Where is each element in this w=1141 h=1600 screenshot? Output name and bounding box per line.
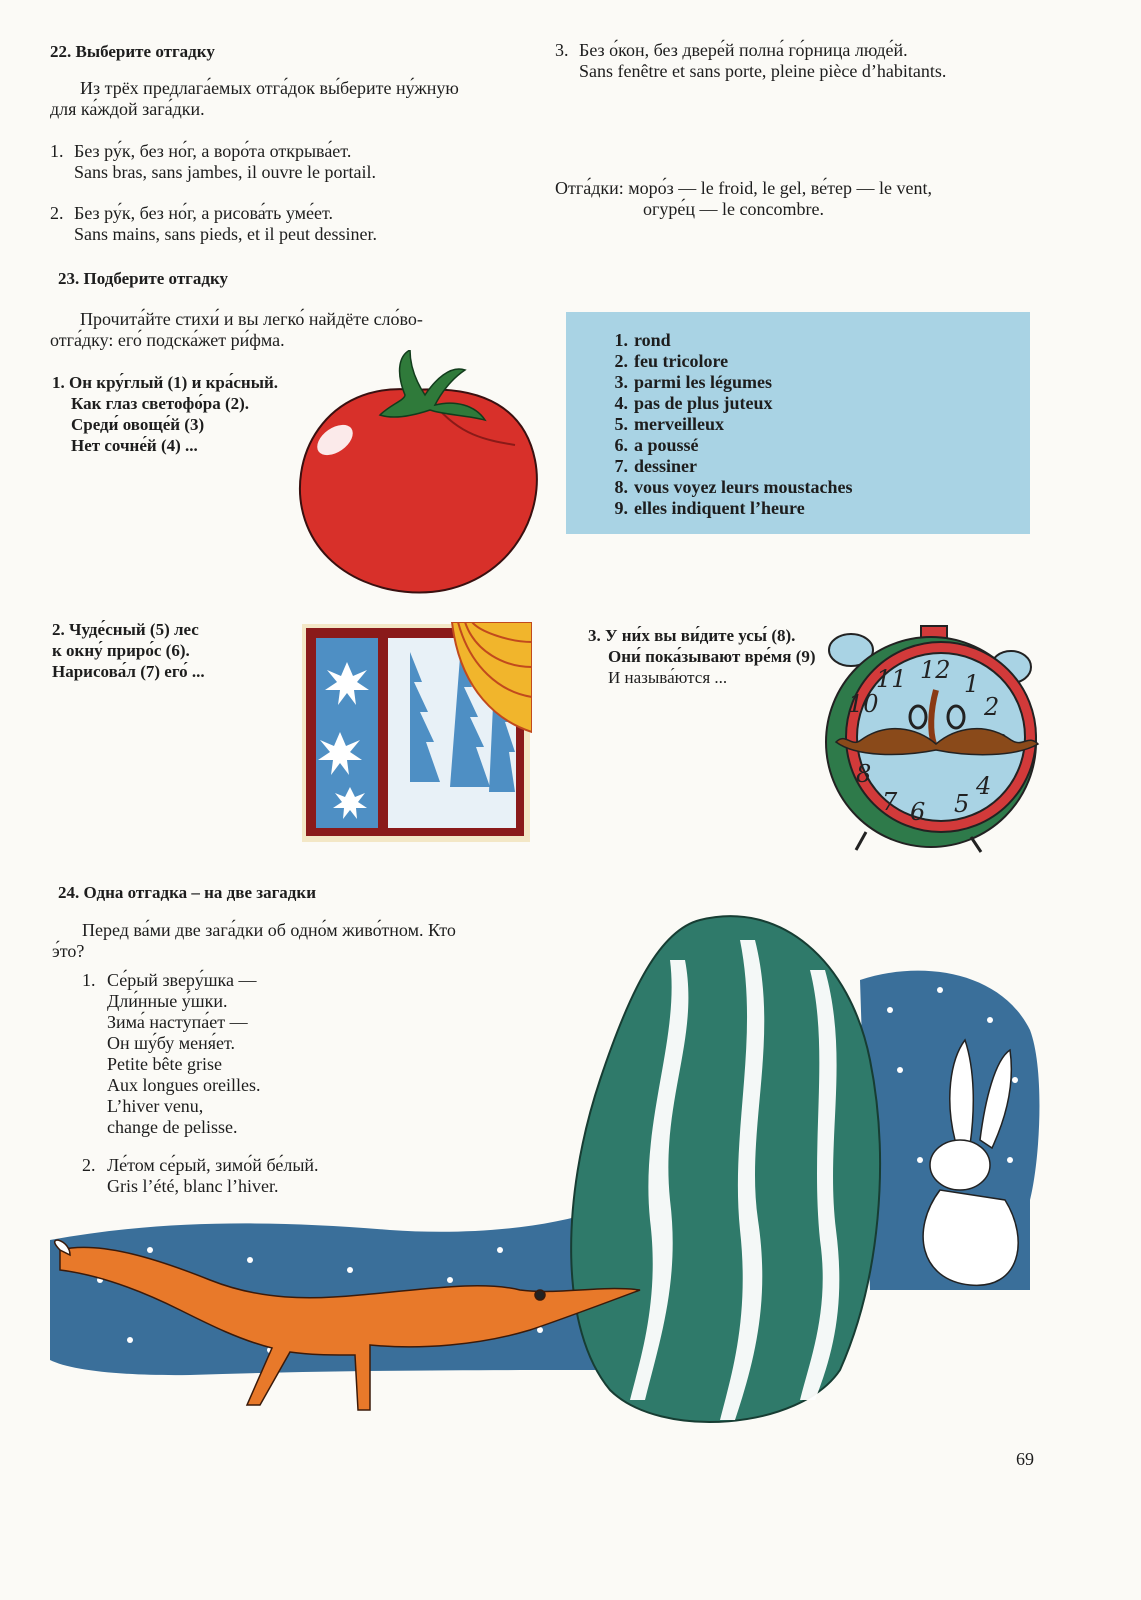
glossary-item	[602, 372, 853, 393]
poem-line: Они́ пока́зывают вре́мя (9)	[608, 647, 816, 666]
clock-numeral: 1	[964, 670, 980, 698]
glossary-box	[566, 312, 1030, 534]
riddle-line: Gris l’été, blanc l’hiver.	[107, 1176, 279, 1196]
ex22-instruction	[50, 78, 540, 120]
riddle-ru: Без ру́к, без но́г, а рисова́ть уме́ет.	[74, 203, 334, 223]
poem-line: Нет сочне́й (4) ...	[71, 436, 198, 455]
glossary-text: feu tricolore	[634, 351, 729, 371]
riddle-line: Ле́том се́рый, зимо́й бе́лый.	[107, 1155, 319, 1175]
ex22-instruction-line1: Из трёх предлага́емых отга́док вы́берите ну́жную	[80, 78, 459, 98]
clock-numeral: 2	[984, 693, 1000, 721]
poem-line: Как глаз светофо́ра (2).	[71, 394, 250, 413]
riddle-number: 2.	[50, 203, 64, 223]
frosted-window-illustration	[300, 622, 532, 844]
glossary-num: 6.	[614, 435, 628, 455]
glossary-item	[602, 498, 853, 519]
ex23-instruction-line1: Прочита́йте стихи́ и вы легко́ найдёте сло́во-	[80, 309, 423, 329]
poem-3	[588, 625, 816, 688]
glossary-text: rond	[634, 330, 671, 350]
glossary-item	[602, 414, 853, 435]
ex22-riddle-2	[50, 203, 377, 245]
glossary-num: 2.	[614, 351, 628, 371]
clock-numeral: 8	[856, 760, 872, 788]
riddle-fr: Sans mains, sans pieds, et il peut dessiner.	[74, 224, 377, 244]
ex23-instruction-line2: отга́дку: его́ подска́жет ри́фма.	[50, 330, 285, 350]
ex22-answers	[555, 178, 932, 220]
riddle-number: 1.	[50, 141, 64, 161]
riddle-line: Зима́ наступа́ет —	[107, 1012, 248, 1032]
glossary-num: 8.	[614, 477, 628, 497]
glossary-list	[602, 330, 853, 519]
ex24-title: 24. Одна отгадка – на две загадки	[58, 883, 316, 902]
riddle-fr: Sans fenêtre et sans porte, pleine pièce d’habitants.	[579, 61, 947, 81]
poem-line: 2. Чуде́сный (5) лес	[52, 620, 199, 639]
glossary-item	[602, 393, 853, 414]
glossary-item	[602, 477, 853, 498]
poem-line: к окну́ приро́с (6).	[52, 641, 190, 660]
riddle-line: Petite bête grise	[107, 1054, 222, 1074]
glossary-text: merveilleux	[634, 414, 724, 434]
riddle-line: Он шу́бу меня́ет.	[107, 1033, 236, 1053]
ex24-instruction-line2: э́то?	[52, 941, 85, 961]
clock-numeral: 5	[954, 790, 970, 818]
tomato-illustration	[285, 350, 545, 600]
ex23-title: 23. Подберите отгадку	[58, 269, 229, 288]
poem-line: 3. У ни́х вы ви́дите усы́ (8).	[588, 626, 796, 645]
alarm-clock-illustration	[806, 622, 1042, 854]
riddle-line: change de pelisse.	[107, 1117, 238, 1137]
riddle-line: Дли́нные у́шки.	[107, 991, 228, 1011]
glossary-num: 4.	[614, 393, 628, 413]
ex24-instruction-line1: Перед ва́ми две зага́дки об одно́м живо́тном. Кто	[82, 920, 456, 940]
winter-forest-illustration	[40, 900, 1050, 1440]
riddle-line: L’hiver venu,	[107, 1096, 204, 1116]
glossary-text: parmi les légumes	[634, 372, 772, 392]
poem-line: И называ́ются ...	[608, 668, 728, 687]
answers-line1: моро́з — le froid, le gel, ве́тер — le vent,	[628, 178, 932, 198]
poem-line: Среди́ овоще́й (3)	[71, 415, 205, 434]
riddle-fr: Sans bras, sans jambes, il ouvre le portail.	[74, 162, 376, 182]
ex22-instruction-line2: для ка́ждой зага́дки.	[50, 99, 205, 119]
riddle-number: 1.	[82, 970, 96, 990]
poem-line: 1. Он кру́глый (1) и кра́сный.	[52, 373, 279, 392]
clock-numeral: 12	[920, 656, 951, 684]
clock-numeral: 11	[876, 665, 907, 693]
glossary-text: pas de plus juteux	[634, 393, 773, 413]
clock-numeral: 10	[848, 690, 879, 718]
answers-line2: огуре́ц — le concombre.	[643, 199, 824, 219]
glossary-text: dessiner	[634, 456, 697, 476]
ex22-title: 22. Выберите отгадку	[50, 42, 215, 61]
ex22-riddle-1	[50, 141, 376, 183]
riddle-number: 2.	[82, 1155, 96, 1175]
riddle-number: 3.	[555, 40, 569, 60]
glossary-num: 1.	[614, 330, 628, 350]
glossary-item	[602, 456, 853, 477]
glossary-text: vous voyez leurs moustaches	[634, 477, 853, 497]
poem-line: Нарисова́л (7) его́ ...	[52, 662, 205, 681]
glossary-num: 9.	[614, 498, 628, 518]
page-number: 69	[1016, 1449, 1034, 1469]
glossary-item	[602, 435, 853, 456]
riddle-line: Aux longues oreilles.	[107, 1075, 261, 1095]
answers-label: Отга́дки:	[555, 178, 624, 198]
riddle-ru: Без о́кон, без двере́й полна́ го́рница люде́й.	[579, 40, 908, 60]
riddle-line: Се́рый зверу́шка —	[107, 970, 257, 990]
poem-2	[52, 619, 205, 682]
glossary-item	[602, 330, 853, 351]
poem-1	[52, 372, 278, 456]
glossary-item	[602, 351, 853, 372]
riddle-ru: Без ру́к, без но́г, а воро́та открыва́ет.	[74, 141, 352, 161]
clock-numeral: 4	[976, 772, 992, 800]
glossary-num: 3.	[614, 372, 628, 392]
clock-numeral: 6	[910, 798, 926, 826]
glossary-num: 5.	[614, 414, 628, 434]
glossary-num: 7.	[614, 456, 628, 476]
glossary-text: a poussé	[634, 435, 699, 455]
ex23-instruction	[50, 309, 540, 351]
ex22-riddle-3	[555, 40, 946, 82]
glossary-text: elles indiquent l’heure	[634, 498, 805, 518]
clock-numeral: 7	[882, 788, 898, 816]
